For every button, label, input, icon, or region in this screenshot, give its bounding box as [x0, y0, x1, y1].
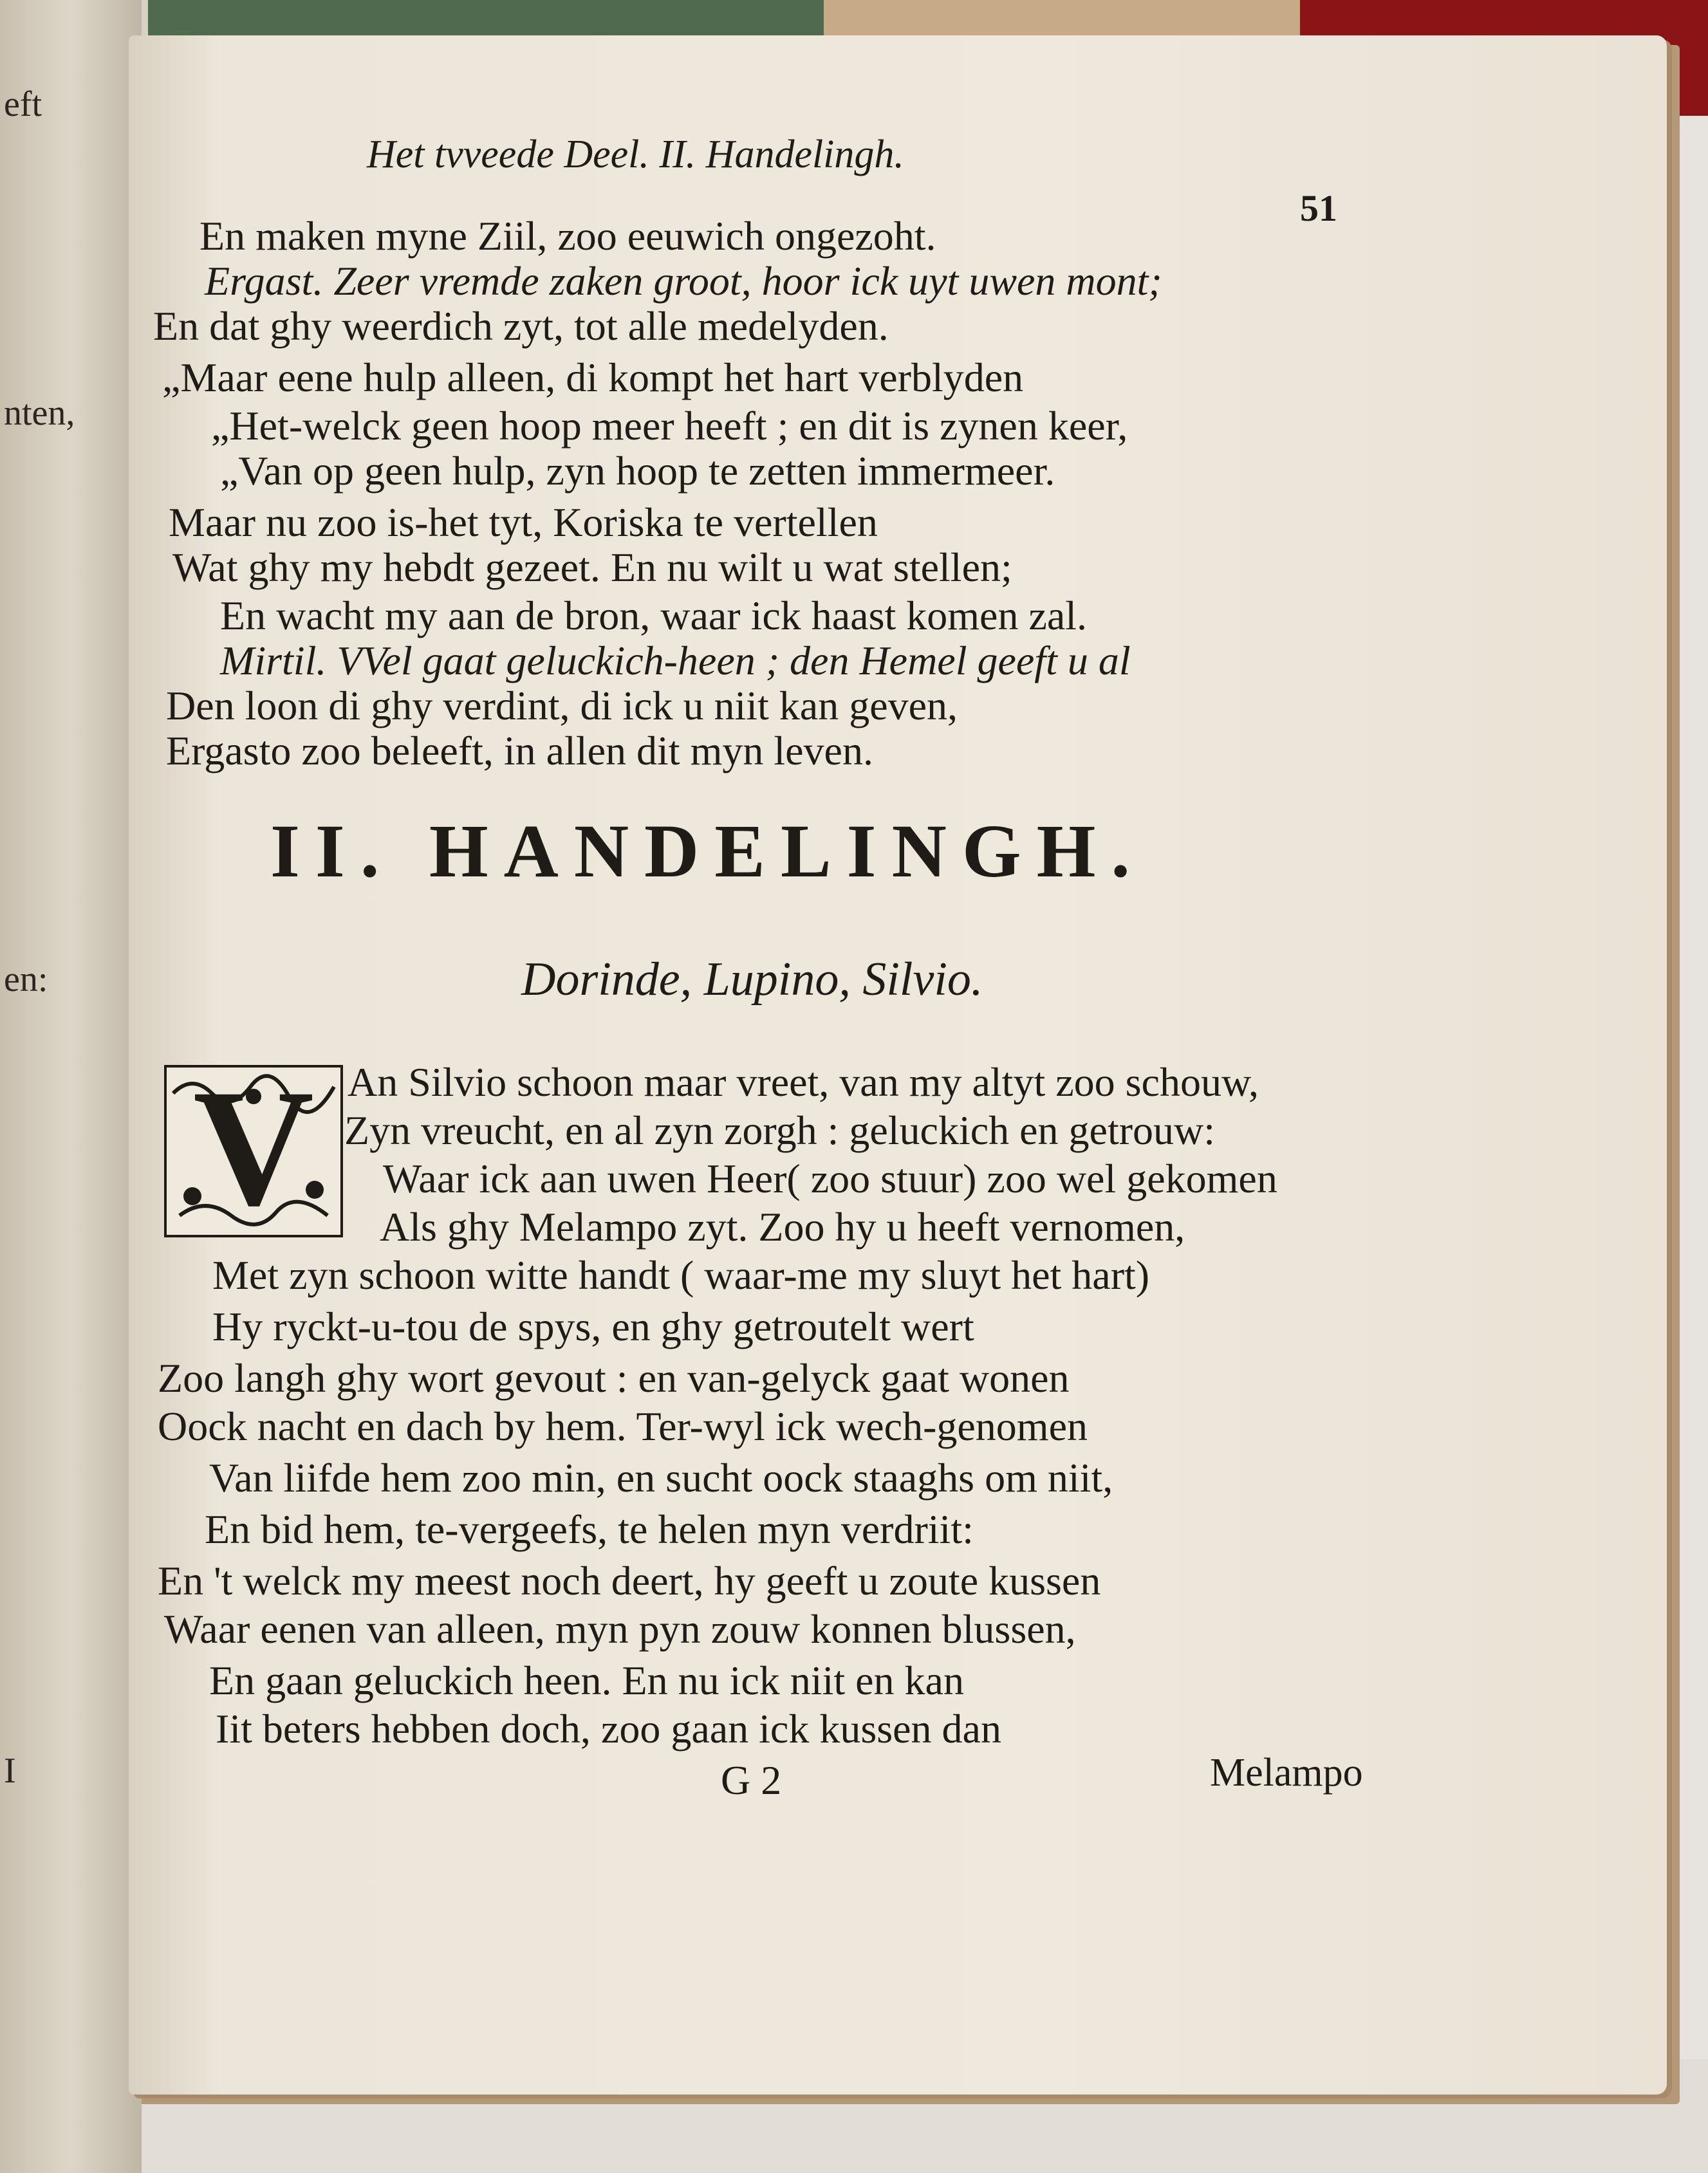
- verse-line: Den loon di ghy verdint, di ick u niit kan geven,: [166, 683, 958, 728]
- verse-line: Zyn vreucht, en al zyn zorgh : geluckich en getrouw:: [344, 1107, 1216, 1153]
- verse-line: Waar ick aan uwen Heer( zoo stuur) zoo wel gekomen: [383, 1156, 1277, 1201]
- verse-line: An Silvio schoon maar vreet, van my altyt zoo schouw,: [348, 1059, 1259, 1105]
- verse-line: Wat ghy my hebdt gezeet. En nu wilt u wat stellen;: [172, 544, 1012, 590]
- initial-letter: V: [193, 1065, 314, 1237]
- verse-line: En wacht my aan de bron, waar ick haast komen zal.: [220, 593, 1088, 638]
- verse-line: En maken myne Ziil, zoo eeuwich ongezoht.: [200, 213, 936, 259]
- verse-line: Zoo langh ghy wort gevout : en van-gelyck gaat wonen: [158, 1355, 1070, 1401]
- signature-mark: G 2: [721, 1757, 782, 1803]
- left-fragment: en:: [4, 959, 48, 999]
- verse-line: „Van op geen hulp, zyn hoop te zetten immermeer.: [220, 448, 1055, 494]
- catchword: Melampo: [1210, 1751, 1363, 1795]
- left-fragment: I: [4, 1751, 16, 1791]
- verse-line: Ergasto zoo beleeft, in allen dit myn leven.: [166, 728, 873, 773]
- section-heading: II. HANDELINGH.: [270, 809, 1146, 893]
- verse-line: Oock nacht en dach by hem. Ter-wyl ick wech-genomen: [158, 1403, 1088, 1449]
- verse-line: Hy ryckt-u-tou de spys, en ghy getroutelt wert: [212, 1304, 974, 1349]
- left-fragment: eft: [4, 84, 42, 124]
- page-number: 51: [1300, 187, 1337, 229]
- verse-line: En dat ghy weerdich zyt, tot alle medelyden.: [153, 303, 889, 349]
- verse-line: Mirtil. VVel gaat geluckich-heen ; den Hemel geeft u al: [220, 638, 1131, 683]
- verse-line: Maar nu zoo is-het tyt, Koriska te vertellen: [169, 499, 878, 545]
- verse-line: Ergast. Zeer vremde zaken groot, hoor ick uyt uwen mont;: [205, 258, 1162, 304]
- decorated-initial: [164, 1065, 343, 1237]
- verse-line: Als ghy Melampo zyt. Zoo hy u heeft vernomen,: [380, 1204, 1185, 1250]
- verse-line: Waar eenen van alleen, myn pyn zouw konnen blussen,: [164, 1606, 1076, 1652]
- left-page-margin: [0, 0, 142, 2173]
- verse-line: En gaan geluckich heen. En nu ick niit en kan: [209, 1658, 964, 1703]
- left-fragment: nten,: [4, 393, 75, 433]
- verse-line: En bid hem, te-vergeefs, te helen myn verdriit:: [205, 1506, 974, 1552]
- verse-line: En 't welck my meest noch deert, hy geeft u zoute kussen: [158, 1558, 1101, 1604]
- verse-line: „Maar eene hulp alleen, di kompt het hart verblyden: [162, 355, 1024, 400]
- verse-line: Met zyn schoon witte handt ( waar-me my sluyt het hart): [212, 1252, 1150, 1298]
- running-title: Het tvveede Deel. II. Handelingh.: [367, 133, 904, 176]
- verse-line: Van liifde hem zoo min, en sucht oock staaghs om niit,: [209, 1455, 1113, 1501]
- cast-list: Dorinde, Lupino, Silvio.: [521, 953, 983, 1006]
- verse-line: Iit beters hebben doch, zoo gaan ick kussen dan: [216, 1706, 1001, 1752]
- verse-line: „Het-welck geen hoop meer heeft ; en dit is zynen keer,: [211, 403, 1128, 448]
